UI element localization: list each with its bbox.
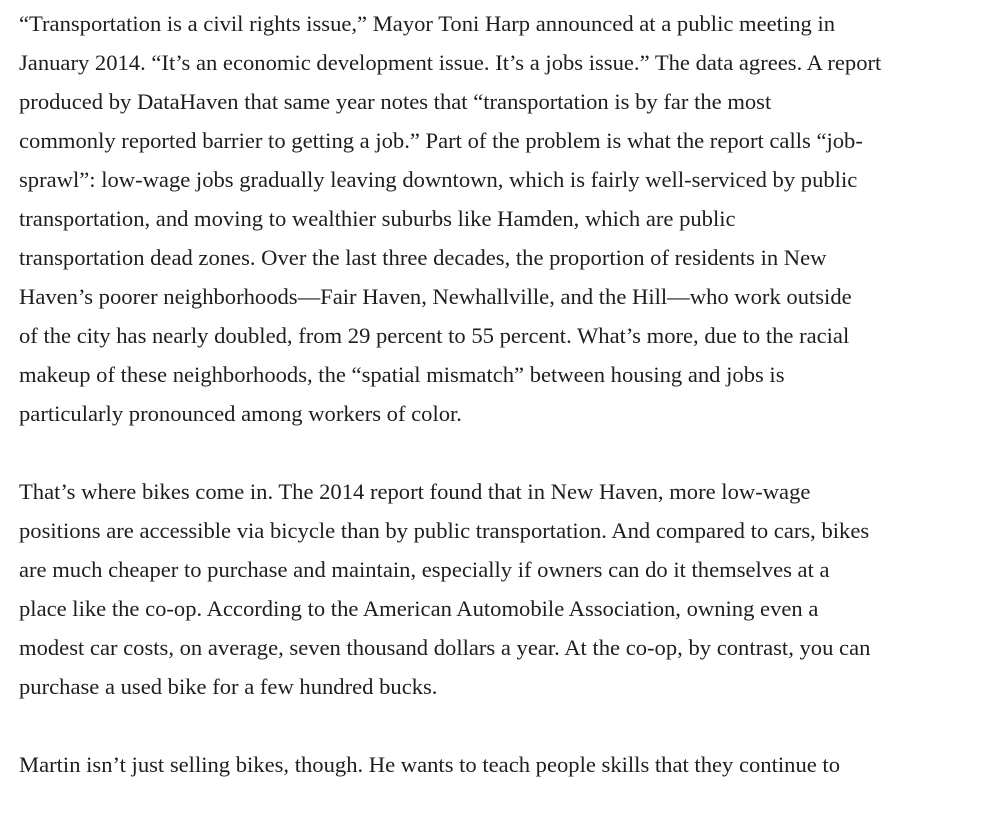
text-line: particularly pronounced among workers of color. <box>19 401 462 426</box>
text-line: Haven’s poorer neighborhoods—Fair Haven, Newhallville, and the Hill—who work outside <box>19 284 852 309</box>
text-line: of the city has nearly doubled, from 29 percent to 55 percent. What’s more, due to the racial <box>19 323 850 348</box>
text-line: makeup of these neighborhoods, the “spatial mismatch” between housing and jobs is <box>19 362 785 387</box>
paragraph-bikes-come-in <box>19 472 974 706</box>
text-line: purchase a used bike for a few hundred bucks. <box>19 674 438 699</box>
text-line: transportation dead zones. Over the last three decades, the proportion of residents in New <box>19 245 827 270</box>
text-line: are much cheaper to purchase and maintain, especially if owners can do it themselves at a <box>19 557 830 582</box>
paragraph-transportation-civil-rights <box>19 4 974 433</box>
text-line: commonly reported barrier to getting a job.” Part of the problem is what the report calls “job- <box>19 128 863 153</box>
paragraph-martin-teaching <box>19 745 974 784</box>
text-line: modest car costs, on average, seven thousand dollars a year. At the co-op, by contrast, you can <box>19 635 871 660</box>
text-line: That’s where bikes come in. The 2014 report found that in New Haven, more low-wage <box>19 479 811 504</box>
article-body <box>19 4 974 823</box>
text-line: sprawl”: low-wage jobs gradually leaving downtown, which is fairly well-serviced by public <box>19 167 858 192</box>
text-line: “Transportation is a civil rights issue,” Mayor Toni Harp announced at a public meeting in <box>19 11 836 36</box>
text-line: transportation, and moving to wealthier suburbs like Hamden, which are public <box>19 206 736 231</box>
text-line: positions are accessible via bicycle than by public transportation. And compared to cars, bikes <box>19 518 870 543</box>
text-line: January 2014. “It’s an economic development issue. It’s a jobs issue.” The data agrees. A report <box>19 50 882 75</box>
text-line: Martin isn’t just selling bikes, though. He wants to teach people skills that they continue to <box>19 752 840 777</box>
text-line: produced by DataHaven that same year notes that “transportation is by far the most <box>19 89 772 114</box>
text-line: place like the co-op. According to the American Automobile Association, owning even a <box>19 596 819 621</box>
